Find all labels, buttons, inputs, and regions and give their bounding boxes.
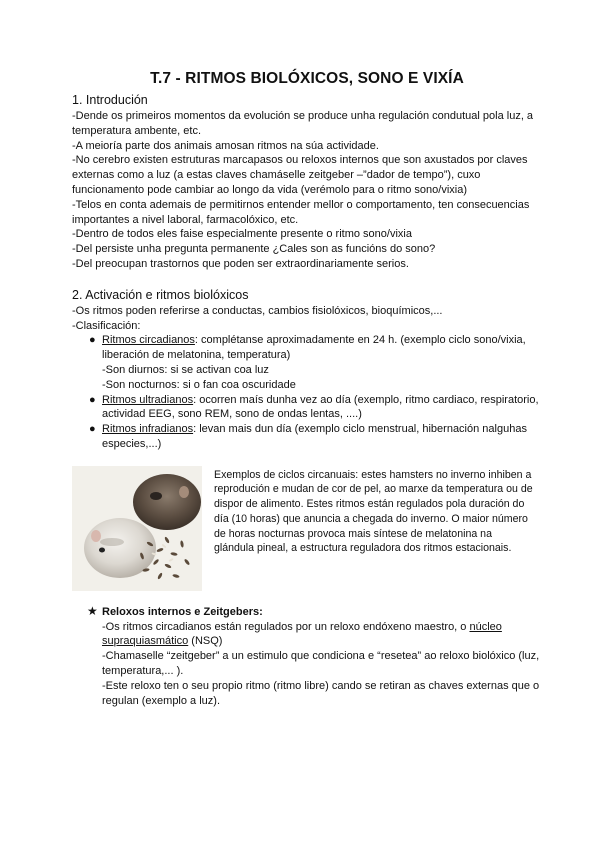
paragraph-line: -A meioría parte dos animais amosan ritmos na súa actividade.: [72, 139, 379, 152]
term-text: : complétanse aproximadamente en 24 h. (exemplo ciclo sono/vixia, liberación de melatonina, temperatura): [102, 334, 526, 362]
paragraph-line: -Este reloxo ten o seu propio ritmo (ritmo libre) cando se retiran as chaves externas que o regulan (exemplo a luz).: [102, 679, 540, 707]
figure-block: [72, 466, 542, 591]
section-heading: 2. Activación e ritmos biolóxicos: [72, 287, 249, 302]
rhythm-list: [72, 333, 542, 451]
paragraph-line: -Telos en conta ademais de permitirnos entender mellor o comportamento, ten consecuencias importantes a nivel laboral, farmacolóxico, etc.: [72, 198, 530, 226]
document-page: [72, 70, 542, 708]
sub-line: -Son nocturnos: si o fan coa oscuridade: [102, 378, 296, 391]
bullet-icon: ●: [89, 423, 96, 436]
term-text: : levan mais dun día (exemplo ciclo menstrual, hibernación nalguhas especies,...): [102, 423, 527, 450]
bullet-icon: ●: [89, 393, 96, 406]
heading-suffix: :: [259, 605, 263, 618]
list-item: [72, 333, 542, 392]
nsq-term: núcleo supraquiasmático: [102, 620, 502, 648]
bullet-icon: ●: [89, 334, 96, 347]
paragraph-line: -No cerebro existen estruturas marcapasos ou reloxos internos que son axustados por claves externas como a luz (a estas claves chamáselle zeitgeber –”dador de tempo”), cuxo funcionamento pode cambiar ao longo da vida (verémolo para o ritmo sono/vixia): [72, 154, 528, 196]
page-title: T.7 - RITMOS BIOLÓXICOS, SONO E VIXÍA: [150, 70, 464, 87]
section-heading: 1. Introdución: [72, 93, 148, 107]
hamsters-photo: [72, 466, 202, 591]
section-introduction: [72, 93, 542, 272]
list-item: [72, 422, 542, 452]
paragraph-line: [72, 620, 542, 650]
term-underlined: Ritmos ultradianos: [102, 393, 194, 406]
paragraph-line: -Chamaselle “zeitgeber” a un estimulo que condiciona e “resetea” ao reloxo biolóxico (luz, temperatura,... ).: [102, 650, 540, 677]
line-text: (NSQ): [188, 635, 223, 648]
paragraph-line: -Dende os primeiros momentos da evolución se produce unha regulación condutual pola luz, a temperatura ambente, etc.: [72, 110, 534, 137]
list-item: [72, 393, 542, 423]
section-activation: [72, 288, 542, 452]
section-reloxos: [72, 605, 542, 709]
line-text: -Os ritmos circadianos están regulados por un reloxo endóxeno maestro, o: [102, 620, 470, 633]
paragraph-line: -Os ritmos poden referirse a conductas, cambios fisiolóxicos, bioquímicos,...: [72, 304, 443, 317]
paragraph-line: -Del persiste unha pregunta permanente ¿Cales son as funcións do sono?: [72, 243, 436, 256]
paragraph-line: -Clasificación:: [72, 319, 141, 332]
star-icon: ★: [87, 603, 98, 618]
figure-caption: Exemplos de ciclos circanuais: estes hamsters no inverno inhiben a reprodución e mudan de cor de pel, ao marxe da temperatura ou de dispor de alimento. Estes ritmos están regulados pola duración do día (10 horas) que anuncia a chegada do inverno. O maior número de horas nocturnas provoca mais síntese de melatonina na glándula pineal, a estructura reguladora dos ritmos estacionais.: [214, 468, 533, 555]
paragraph-line: -Del preocupan trastornos que poden ser extraordinariamente serios.: [72, 257, 409, 270]
hamsters-illustration: [72, 466, 202, 591]
sub-line: -Son diurnos: si se activan coa luz: [102, 363, 269, 376]
term-underlined: Ritmos infradianos: [102, 423, 194, 436]
term-text: : ocorren maís dunha vez ao día (exemplo, ritmo cardiaco, respiratorio, actividad EEG, sono REM, sono de ondas lentas, ....): [102, 393, 539, 421]
star-heading: [72, 605, 542, 620]
heading-text: Reloxos internos e Zeitgebers: [102, 605, 260, 618]
paragraph-line: -Dentro de todos eles faise especialmente presente o ritmo sono/vixia: [72, 228, 412, 241]
term-underlined: Ritmos circadianos: [102, 334, 195, 347]
